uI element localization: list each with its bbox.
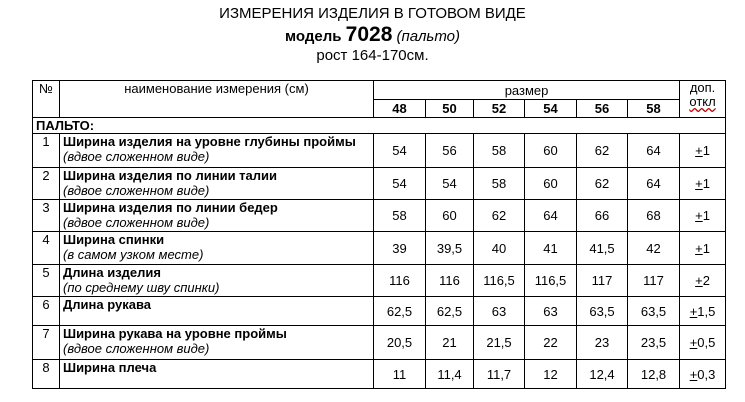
row-number: 4 <box>33 232 60 265</box>
tolerance-value: 0,3 <box>697 366 716 382</box>
measurement-name-cell <box>60 360 374 389</box>
tolerance-sign: + <box>695 240 703 256</box>
size-48: 48 <box>374 100 426 118</box>
table-row <box>33 168 726 200</box>
size-56: 56 <box>577 100 628 118</box>
measurement-note: (по среднему шву спинки) <box>63 280 220 295</box>
tolerance-sign: + <box>695 273 703 288</box>
value-size-50: 39,5 <box>426 232 474 265</box>
value-size-48: 20,5 <box>374 326 426 360</box>
value-size-52: 58 <box>474 168 525 200</box>
header-tolerance-1: доп. <box>689 80 716 95</box>
value-size-54: 63 <box>525 297 577 326</box>
value-size-52: 40 <box>474 232 525 265</box>
measurement-note: (вдвое сложенном виде) <box>63 215 210 230</box>
header-size: размер <box>374 81 680 100</box>
row-number: 2 <box>33 168 60 200</box>
tolerance-value: 0,5 <box>697 335 716 350</box>
tolerance-value: 1 <box>702 208 710 223</box>
value-size-52: 11,7 <box>474 360 525 389</box>
measurement-name-cell <box>60 134 374 168</box>
value-size-56: 41,5 <box>577 232 628 265</box>
value-size-50: 11,4 <box>426 360 474 389</box>
value-size-58: 12,8 <box>628 360 680 389</box>
row-number: 1 <box>33 134 60 168</box>
size-52: 52 <box>474 100 525 118</box>
value-size-50: 116 <box>426 265 474 297</box>
value-size-58: 23,5 <box>628 326 680 360</box>
table-row <box>33 265 726 297</box>
tolerance-cell <box>680 360 726 389</box>
value-size-50: 54 <box>426 168 474 200</box>
header-no: № <box>33 81 60 118</box>
section-row <box>33 118 726 134</box>
tolerance-cell <box>680 326 726 360</box>
value-size-56: 23 <box>577 326 628 360</box>
value-size-54: 64 <box>525 200 577 232</box>
height-range: рост 164-170см. <box>316 47 429 64</box>
model-line <box>0 23 745 47</box>
tolerance-cell <box>680 232 726 265</box>
tolerance-value: 1 <box>702 240 710 256</box>
value-size-52: 63 <box>474 297 525 326</box>
tolerance-cell <box>680 265 726 297</box>
measurement-note: (вдвое сложенном виде) <box>63 183 210 198</box>
row-number: 6 <box>33 297 60 326</box>
tolerance-sign: + <box>695 143 703 158</box>
value-size-52: 58 <box>474 134 525 168</box>
header-name: наименование измерения (см) <box>60 81 374 118</box>
value-size-52: 116,5 <box>474 265 525 297</box>
header-tolerance-2: откл <box>689 94 716 109</box>
measurement-name: Длина рукава <box>63 297 151 312</box>
measurement-name-cell <box>60 265 374 297</box>
value-size-50: 21 <box>426 326 474 360</box>
value-size-48: 116 <box>374 265 426 297</box>
measurement-name: Ширина рукава на уровне проймы <box>63 326 287 341</box>
value-size-54: 41 <box>525 232 577 265</box>
tolerance-cell <box>680 200 726 232</box>
size-50: 50 <box>426 100 474 118</box>
tolerance-value: 1 <box>702 176 710 191</box>
measurement-name-cell <box>60 200 374 232</box>
value-size-52: 21,5 <box>474 326 525 360</box>
row-number: 5 <box>33 265 60 297</box>
value-size-56: 12,4 <box>577 360 628 389</box>
measurement-name-cell <box>60 326 374 360</box>
tolerance-sign: + <box>695 176 703 191</box>
measurement-name-cell <box>60 168 374 200</box>
measurement-name: Длина изделия <box>63 265 161 280</box>
value-size-54: 60 <box>525 134 577 168</box>
measurement-note: (в самом узком месте) <box>63 247 204 262</box>
value-size-48: 54 <box>374 168 426 200</box>
value-size-58: 63,5 <box>628 297 680 326</box>
value-size-58: 42 <box>628 232 680 265</box>
value-size-54: 116,5 <box>525 265 577 297</box>
document-title: ИЗМЕРЕНИЯ ИЗДЕЛИЯ В ГОТОВОМ ВИДЕ <box>219 5 526 22</box>
value-size-48: 39 <box>374 232 426 265</box>
value-size-48: 62,5 <box>374 297 426 326</box>
value-size-48: 58 <box>374 200 426 232</box>
value-size-58: 64 <box>628 168 680 200</box>
measurement-name: Ширина изделия по линии бедер <box>63 200 278 215</box>
tolerance-sign: + <box>695 208 703 223</box>
model-label: модель <box>285 28 342 45</box>
measurements-table <box>32 80 726 389</box>
section-label: ПАЛЬТО: <box>33 118 726 134</box>
value-size-52: 62 <box>474 200 525 232</box>
tolerance-value: 1,5 <box>697 303 716 319</box>
tolerance-cell <box>680 168 726 200</box>
table-row <box>33 326 726 360</box>
value-size-54: 22 <box>525 326 577 360</box>
value-size-58: 64 <box>628 134 680 168</box>
row-number: 8 <box>33 360 60 389</box>
value-size-56: 117 <box>577 265 628 297</box>
tolerance-value: 2 <box>702 273 710 288</box>
model-number: 7028 <box>345 23 393 46</box>
value-size-58: 117 <box>628 265 680 297</box>
row-number: 7 <box>33 326 60 360</box>
table-row <box>33 360 726 389</box>
value-size-48: 11 <box>374 360 426 389</box>
model-type: (пальто) <box>396 28 460 45</box>
value-size-54: 60 <box>525 168 577 200</box>
value-size-56: 62 <box>577 168 628 200</box>
tolerance-cell <box>680 297 726 326</box>
tolerance-sign: + <box>689 303 698 319</box>
measurement-note: (вдвое сложенном виде) <box>63 149 210 164</box>
measurement-name-cell <box>60 297 374 326</box>
value-size-54: 12 <box>525 360 577 389</box>
measurement-name: Ширина изделия по линии талии <box>63 168 278 183</box>
measurement-name: Ширина изделия на уровне глубины проймы <box>63 134 356 149</box>
value-size-50: 60 <box>426 200 474 232</box>
value-size-48: 54 <box>374 134 426 168</box>
measurement-note: (вдвое сложенном виде) <box>63 341 210 356</box>
header-tolerance <box>680 81 726 118</box>
value-size-58: 68 <box>628 200 680 232</box>
tolerance-sign: + <box>689 366 698 382</box>
row-number: 3 <box>33 200 60 232</box>
measurement-name-cell <box>60 232 374 265</box>
tolerance-value: 1 <box>702 143 710 158</box>
value-size-56: 63,5 <box>577 297 628 326</box>
tolerance-cell <box>680 134 726 168</box>
table-row <box>33 297 726 326</box>
value-size-50: 62,5 <box>426 297 474 326</box>
table-row <box>33 134 726 168</box>
measurement-name: Ширина спинки <box>63 232 165 247</box>
table-row <box>33 232 726 265</box>
size-54: 54 <box>525 100 577 118</box>
size-58: 58 <box>628 100 680 118</box>
table-row <box>33 200 726 232</box>
value-size-56: 66 <box>577 200 628 232</box>
value-size-50: 56 <box>426 134 474 168</box>
measurement-name: Ширина плеча <box>63 360 157 375</box>
tolerance-sign: + <box>689 335 698 350</box>
value-size-56: 62 <box>577 134 628 168</box>
header-row-1 <box>33 81 726 100</box>
